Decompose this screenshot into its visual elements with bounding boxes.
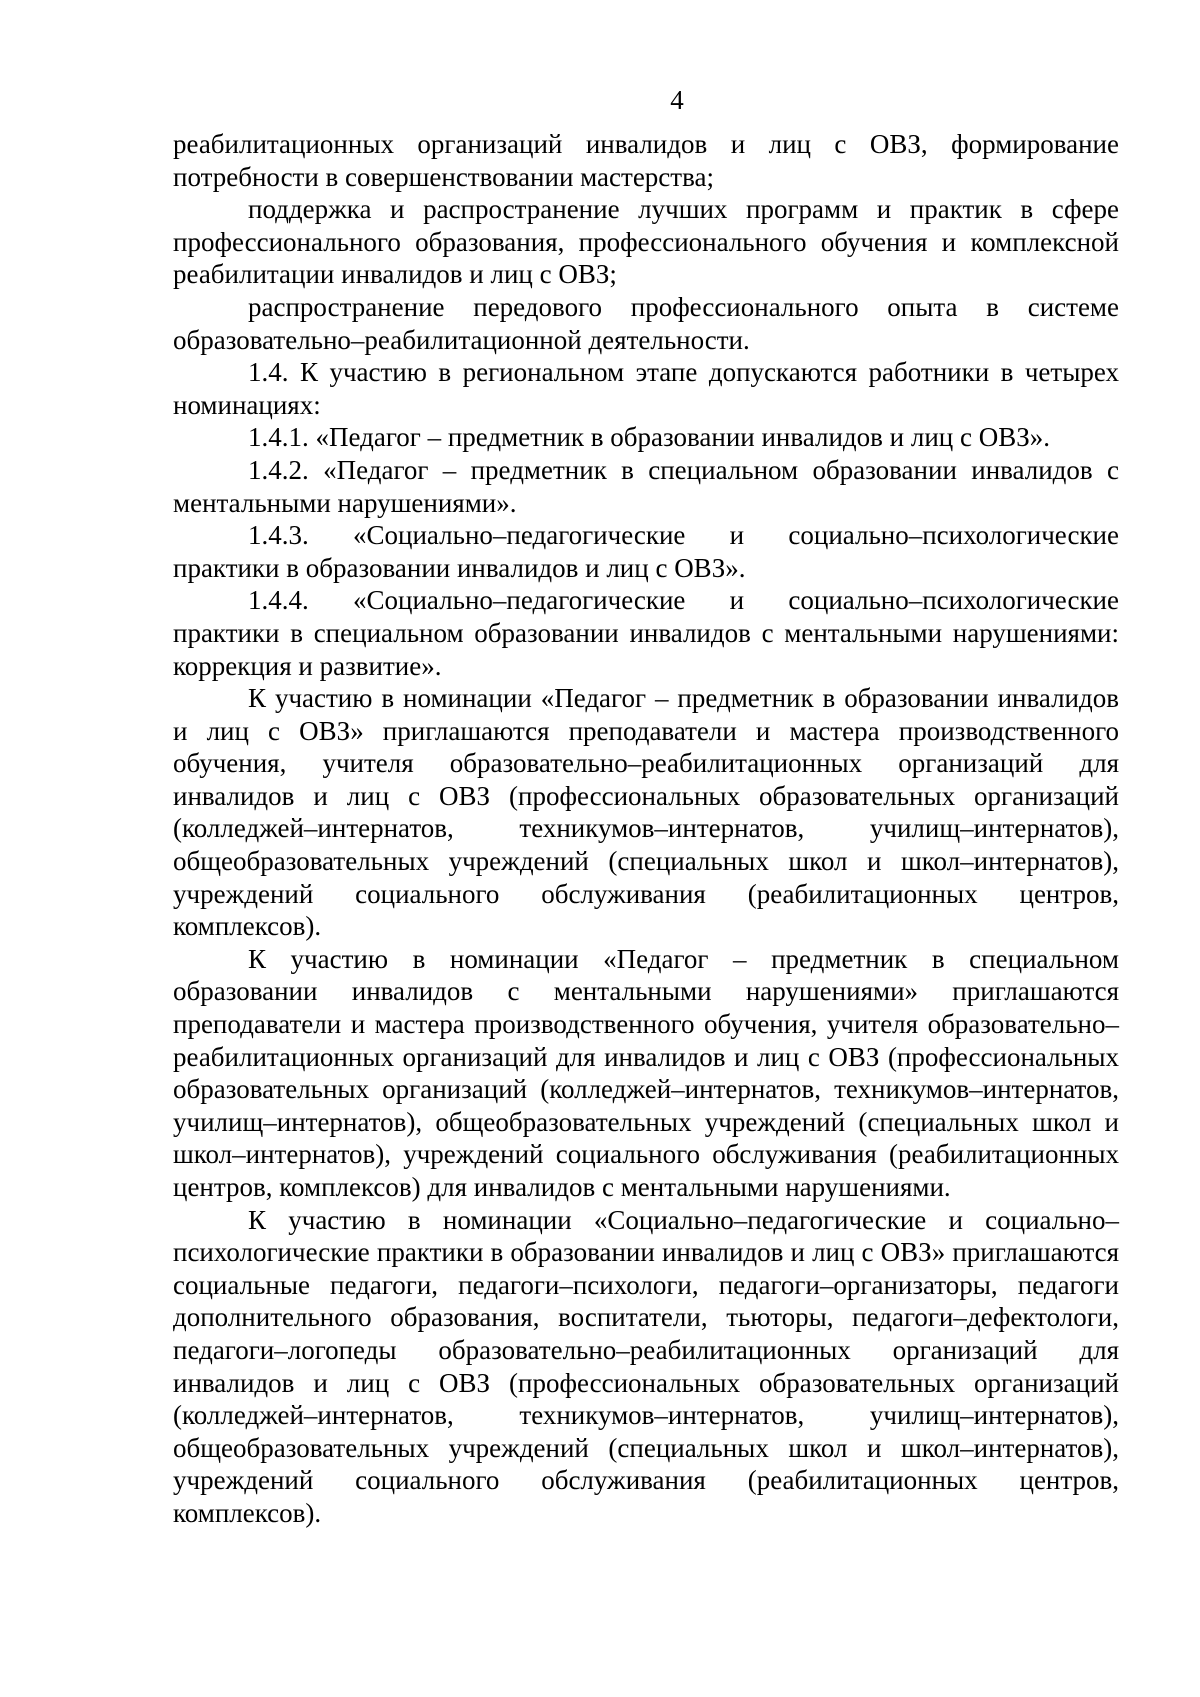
document-body bbox=[173, 128, 1119, 1530]
paragraph-invited-subject-teachers: К участию в номинации «Педагог – предметник в образовании инвалидов и лиц с ОВЗ» приглашаются преподаватели и мастера производственного обучения, учителя образовательно–реабилитационных организаций для инвалидов и лиц с ОВЗ (профессиональных образовательных организаций (колледжей–интернатов, техникумов–интернатов, училищ–интернатов), общеобразовательных учреждений (специальных школ и школ–интернатов), учреждений социального обслуживания (реабилитационных центров, комплексов). bbox=[173, 683, 1119, 942]
paragraph-support-programs: поддержка и распространение лучших программ и практик в сфере профессионального образования, профессионального обучения и комплексной реабилитации инвалидов и лиц с ОВЗ; bbox=[173, 194, 1119, 290]
paragraph-invited-special-education: К участию в номинации «Педагог – предметник в специальном образовании инвалидов с ментальными нарушениями» приглашаются преподаватели и мастера производственного обучения, учителя образовательно–реабилитационных организаций для инвалидов и лиц с ОВЗ (профессиональных образовательных организаций (колледжей–интернатов, техникумов–интернатов, училищ–интернатов), общеобразовательных учреждений (специальных школ и школ–интернатов), учреждений социального обслуживания (реабилитационных центров, комплексов) для инвалидов с ментальными нарушениями. bbox=[173, 943, 1119, 1202]
paragraph-continuation: реабилитационных организаций инвалидов и лиц с ОВЗ, формирование потребности в совершенствовании мастерства; bbox=[173, 129, 1119, 192]
paragraph-nomination-1-4-1: 1.4.1. «Педагог – предметник в образовании инвалидов и лиц с ОВЗ». bbox=[248, 422, 1050, 453]
paragraph-invited-social-practices: К участию в номинации «Социально–педагогические и социально–психологические практики в образовании инвалидов и лиц с ОВЗ» приглашаются социальные педагоги, педагоги–психологи, педагоги–организаторы, педагоги дополнительного образования, воспитатели, тьюторы, педагоги–дефектологи, педагоги–логопеды образовательно–реабилитационных организаций для инвалидов и лиц с ОВЗ (профессиональных образовательных организаций (колледжей–интернатов, техникумов–интернатов, училищ–интернатов), общеобразовательных учреждений (специальных школ и школ–интернатов), учреждений социального обслуживания (реабилитационных центров, комплексов). bbox=[173, 1204, 1119, 1528]
paragraph-experience-spread: распространение передового профессионального опыта в системе образовательно–реабилитационной деятельности. bbox=[173, 291, 1119, 355]
paragraph-nomination-1-4-4: 1.4.4. «Социально–педагогические и социально–психологические практики в специальном образовании инвалидов с ментальными нарушениями: коррекция и развитие». bbox=[173, 585, 1119, 681]
paragraph-nomination-1-4-3: 1.4.3. «Социально–педагогические и социально–психологические практики в образовании инвалидов и лиц с ОВЗ». bbox=[173, 520, 1119, 583]
page-number: 4 bbox=[670, 85, 684, 115]
paragraph-section-1-4: 1.4. К участию в региональном этапе допускаются работники в четырех номинациях: bbox=[173, 357, 1119, 420]
paragraph-nomination-1-4-2: 1.4.2. «Педагог – предметник в специальном образовании инвалидов с ментальными нарушениями». bbox=[173, 454, 1119, 518]
